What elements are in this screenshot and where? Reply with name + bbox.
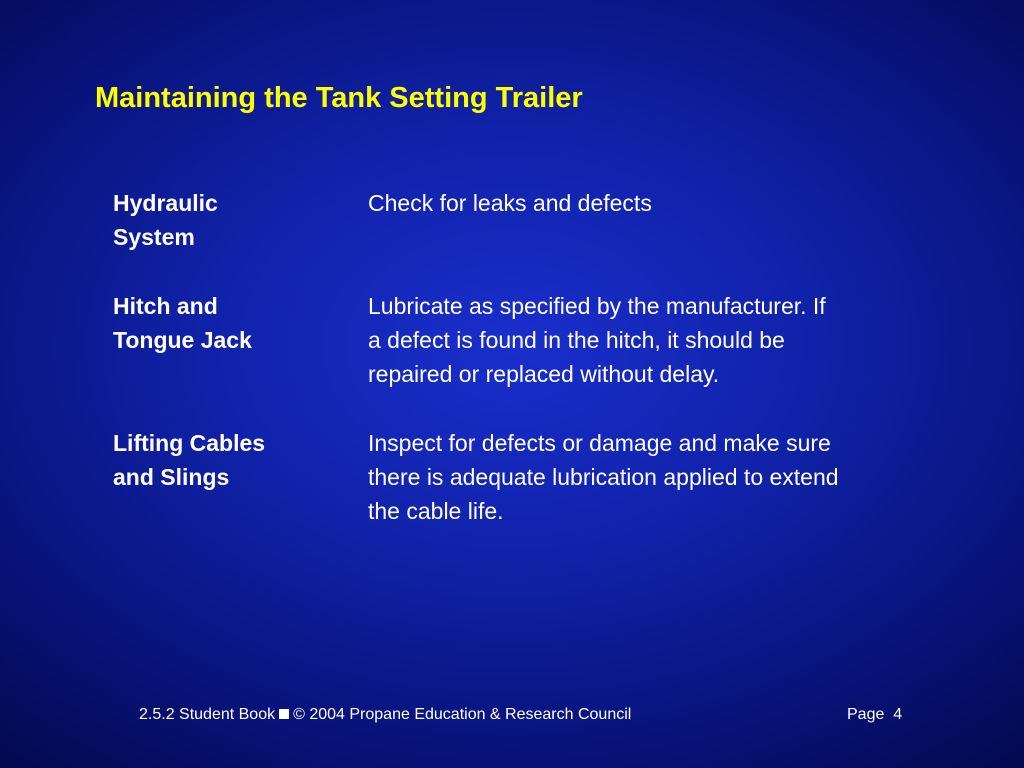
page-number: Page 4 (847, 706, 903, 723)
maintenance-list (113, 186, 973, 563)
item-description: Lubricate as specified by the manufacturer. If a defect is found in the hitch, it should be repaired or replaced without delay. (368, 293, 826, 387)
footer (139, 706, 939, 724)
list-item (113, 186, 973, 254)
list-item (113, 289, 973, 391)
item-term: Hydraulic System (113, 190, 218, 250)
slide-title: Maintaining the Tank Setting Trailer (95, 82, 583, 114)
item-term: Hitch and Tongue Jack (113, 293, 252, 353)
square-bullet-icon (279, 709, 289, 719)
item-description: Inspect for defects or damage and make sure there is adequate lubrication applied to extend the cable life. (368, 430, 839, 524)
item-term: Lifting Cables and Slings (113, 430, 266, 490)
footer-course: 2.5.2 Student Book (139, 706, 276, 723)
footer-copyright: © 2004 Propane Education & Research Council (293, 706, 632, 723)
list-item (113, 426, 973, 528)
item-description: Check for leaks and defects (368, 190, 652, 216)
